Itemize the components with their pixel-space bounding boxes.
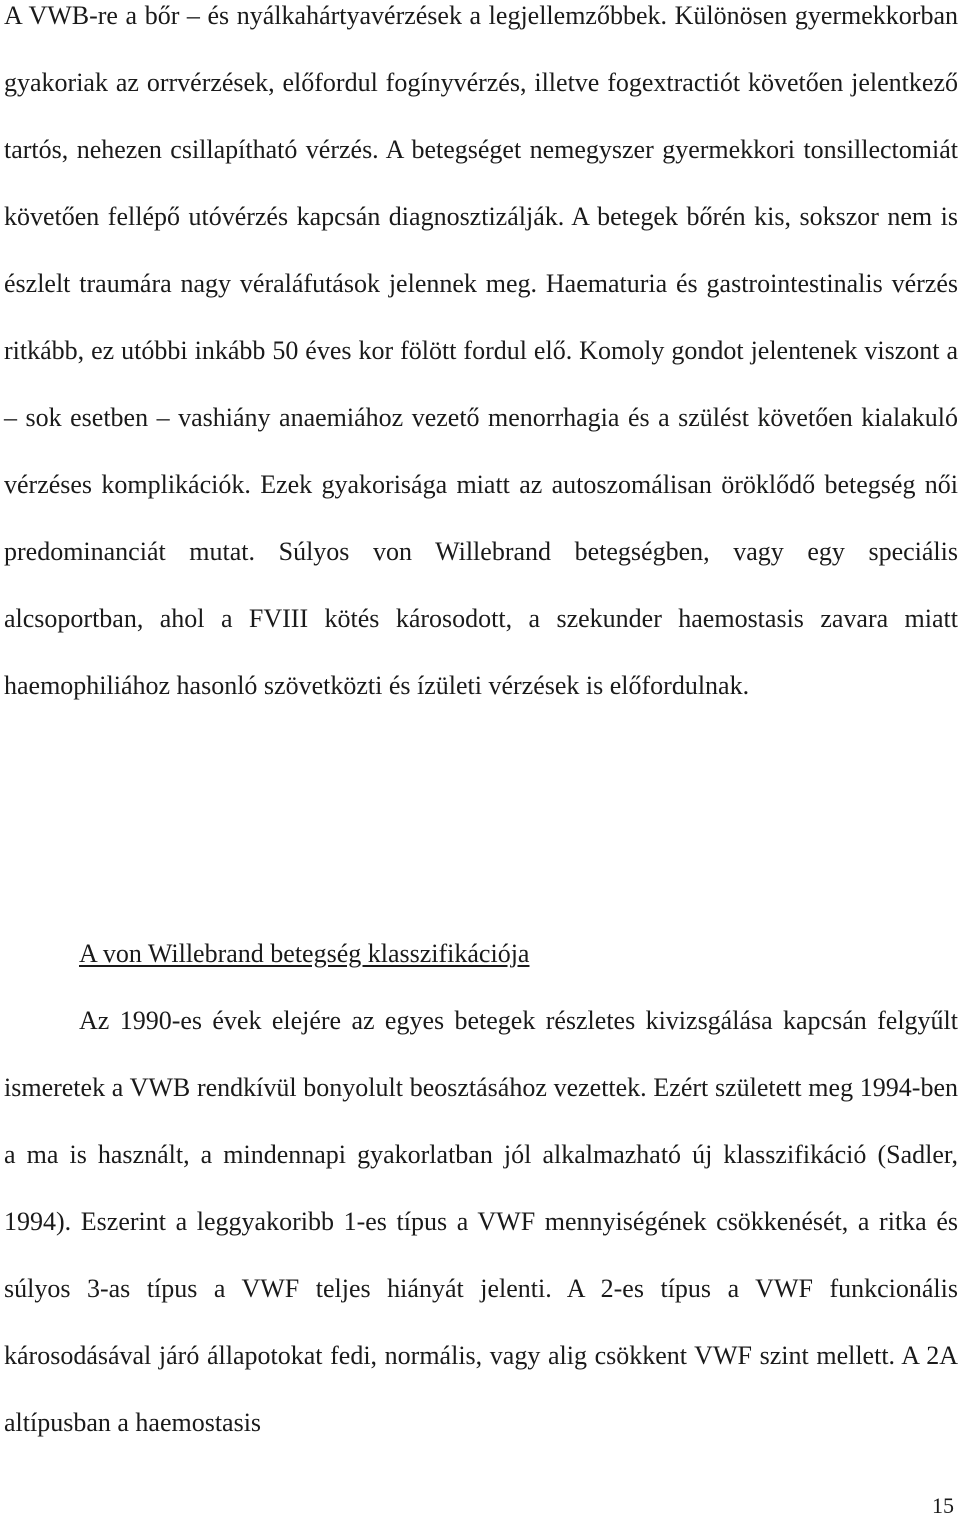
body-paragraph-classification: Az 1990-es évek elejére az egyes betegek részletes kivizsgálása kapcsán felgyűlt ismeretek a VWB rendkívül bonyolult beosztásához vezettek. Ezért született meg 1994-ben a ma is használt, a mindennapi gyakorlatban jól alkalmazható új klasszifikáció (Sadler, 1994). Eszerint a leggyakoribb 1-es típus a VWF mennyiségének csökkenését, a ritka és súlyos 3-as típus a VWF teljes hiányát jelenti. A 2-es típus a VWF funkcionális károsodásával járó állapotokat fedi, normális, vagy alig csökkent VWF szint mellett. A 2A altípusban a haemostasis bbox=[4, 1006, 958, 1437]
section-heading-classification: A von Willebrand betegség klasszifikációja bbox=[79, 939, 530, 968]
page-number: 15 bbox=[932, 1493, 954, 1518]
body-paragraph-bleeding-symptoms: A VWB-re a bőr – és nyálkahártyavérzések a legjellemzőbbek. Különösen gyermekkorban gyakoriak az orrvérzések, előfordul fogínyvérzés, illetve fogextractiót követően jelentkező tartós, nehezen csillapítható vérzés. A betegséget nemegyszer gyermekkori tonsillectomiát követően fellépő utóvérzés kapcsán diagnosztizálják. A betegek bőrén kis, sokszor nem is észlelt traumára nagy véraláfutások jelennek meg. Haematuria és gastrointestinalis vérzés ritkább, ez utóbbi inkább 50 éves kor fölött fordul elő. Komoly gondot jelentenek viszont a – sok esetben – vashiány anaemiához vezető menorrhagia és a szülést követően kialakuló vérzéses komplikációk. Ezek gyakorisága miatt az autoszomálisan öröklődő betegség női predominanciát mutat. Súlyos von Willebrand betegségben, vagy egy speciális alcsoportban, ahol a FVIII kötés károsodott, a szekunder haemostasis zavara miatt haemophiliához hasonló szövetközti és ízületi vérzések is előfordulnak. bbox=[4, 1, 958, 700]
